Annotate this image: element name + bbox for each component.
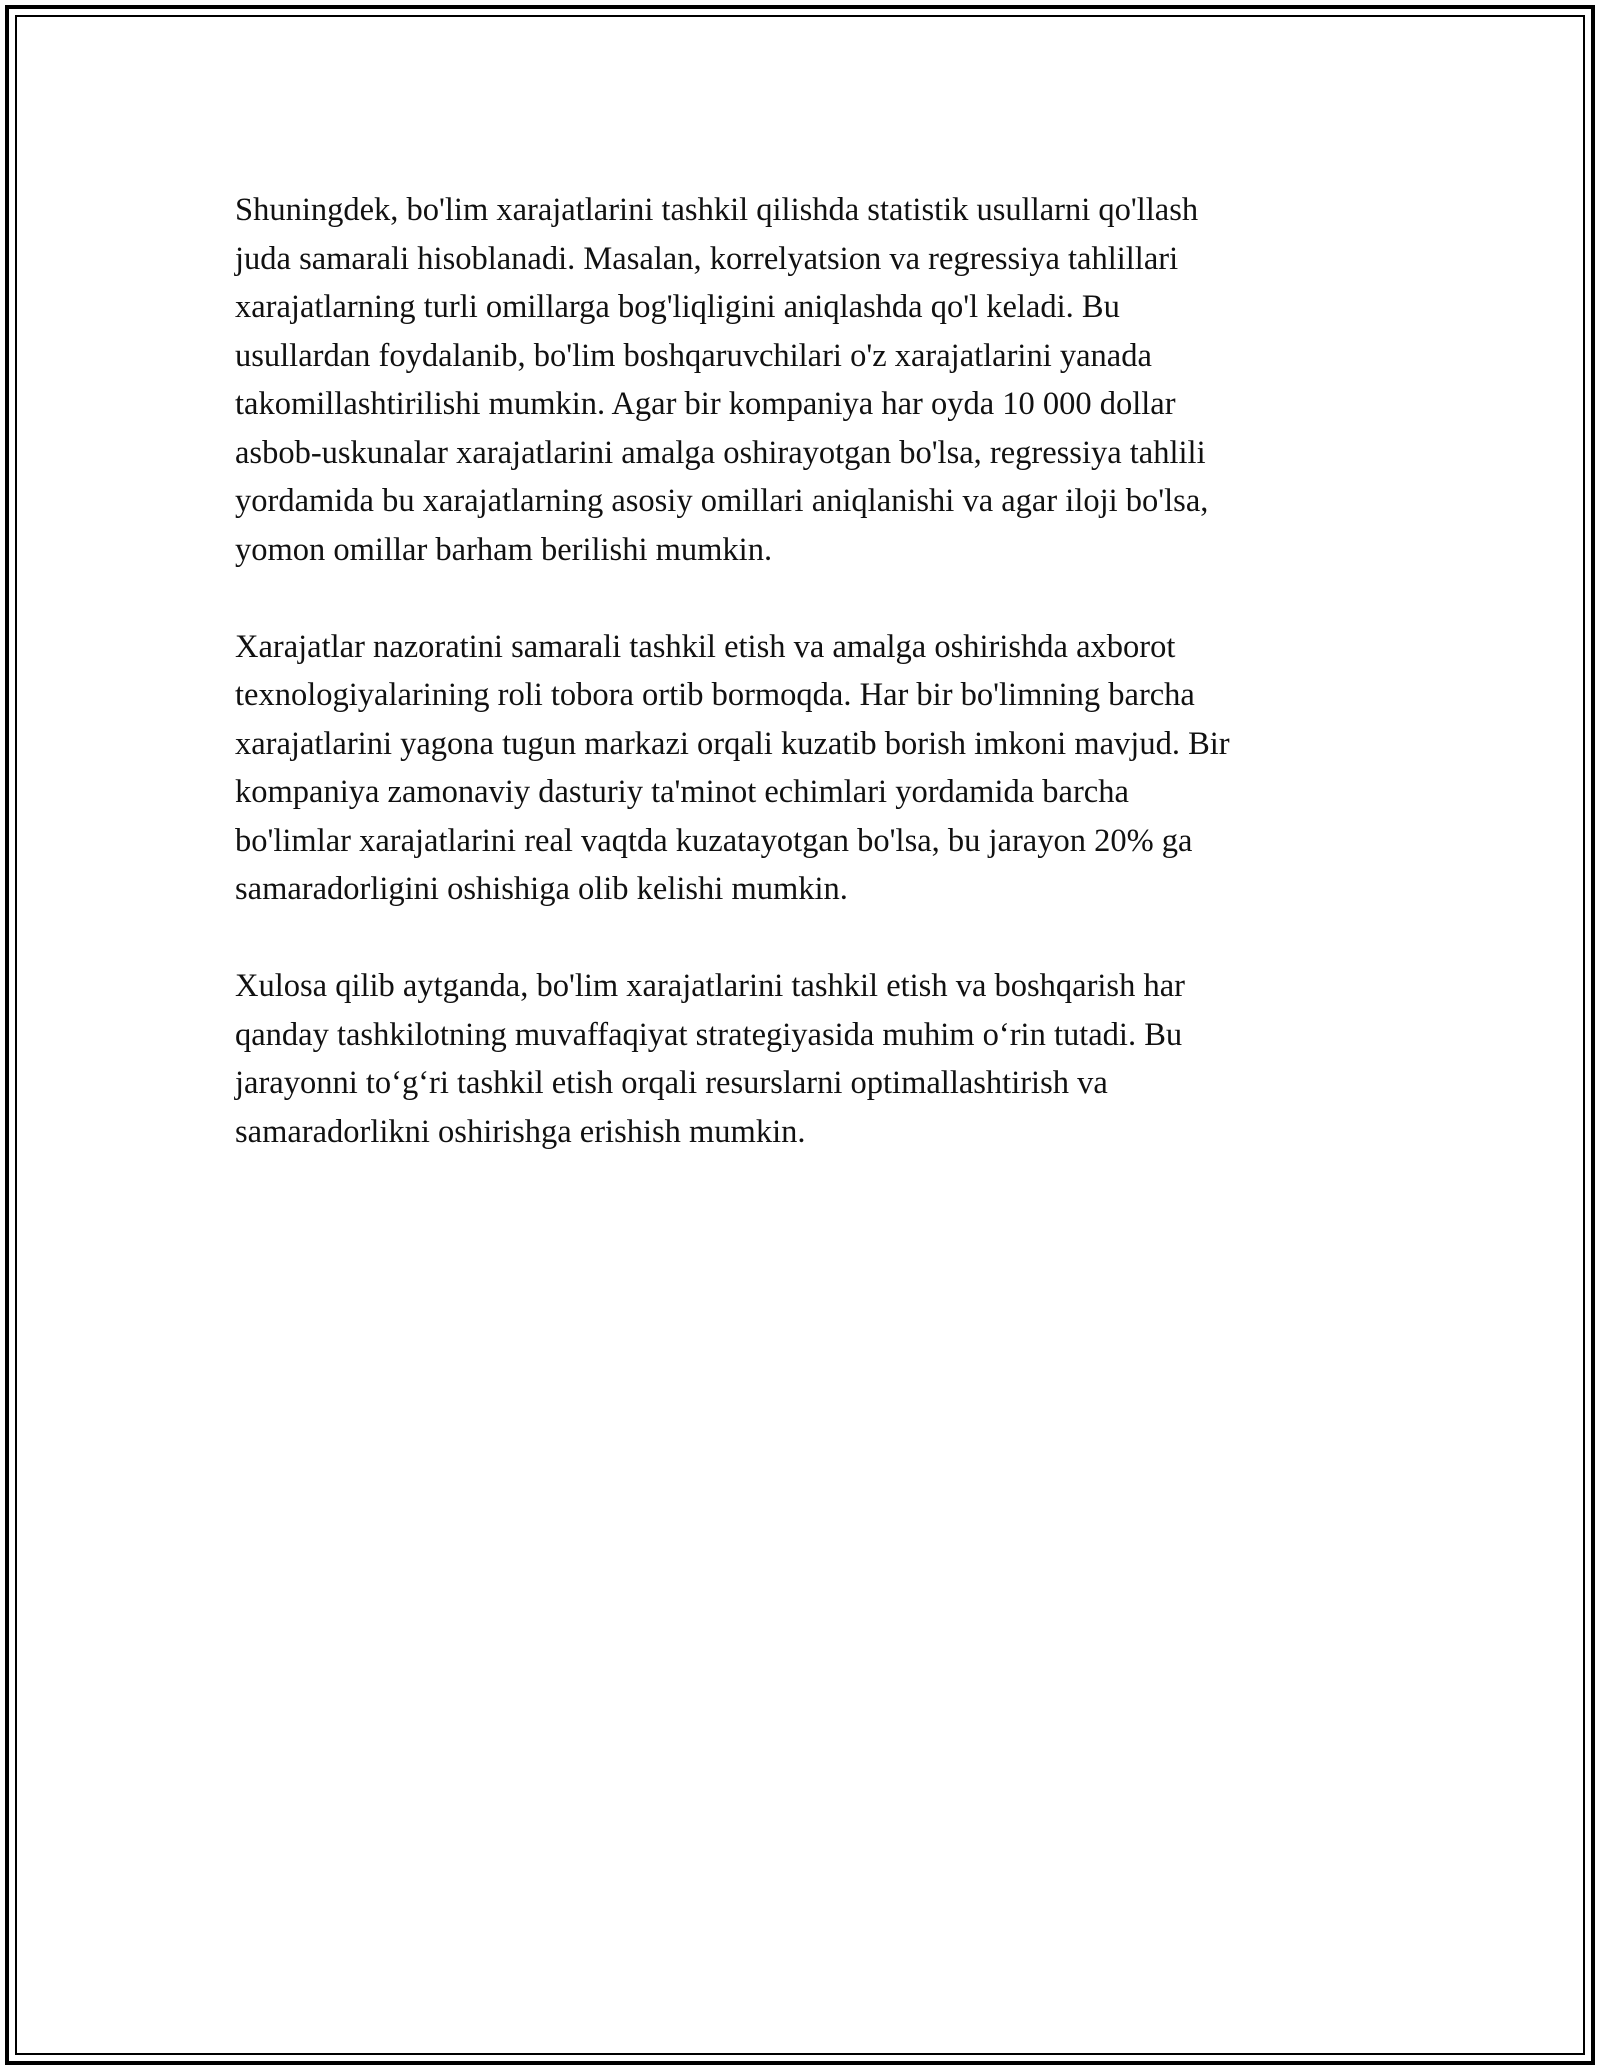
text-line: Shuningdek, bo'lim xarajatlarini tashkil qilishda statistik usullarni qo'llash — [235, 192, 1199, 228]
text-line: jarayonni to‘g‘ri tashkil etish orqali resurslarni optimallashtirish va — [235, 1065, 1108, 1101]
text-line: yordamida bu xarajatlarning asosiy omillari aniqlanishi va agar iloji bo'lsa, — [235, 483, 1209, 519]
text-line: samaradorlikni oshirishga erishish mumkin. — [235, 1113, 806, 1150]
paragraph-information-technology — [235, 623, 1385, 914]
text-line: usullardan foydalanib, bo'lim boshqaruvchilari o'z xarajatlarini yanada — [235, 337, 1152, 374]
paragraph-conclusion — [235, 962, 1385, 1156]
text-line: xarajatlarning turli omillarga bog'liqligini aniqlashda qo'l keladi. Bu — [235, 289, 1120, 325]
text-line: takomillashtirilishi mumkin. Agar bir kompaniya har oyda 10 000 dollar — [235, 386, 1176, 422]
text-line: kompaniya zamonaviy dasturiy ta'minot echimlari yordamida barcha — [235, 774, 1129, 810]
text-line: juda samarali hisoblanadi. Masalan, korrelyatsion va regressiya tahlillari — [235, 240, 1179, 277]
text-line: xarajatlarini yagona tugun markazi orqali kuzatib borish imkoni mavjud. Bir — [235, 725, 1230, 762]
text-line: samaradorligini oshishiga olib kelishi mumkin. — [235, 871, 848, 907]
paragraph-statistical-methods — [235, 186, 1385, 574]
text-line: bo'limlar xarajatlarini real vaqtda kuzatayotgan bo'lsa, bu jarayon 20% ga — [235, 822, 1193, 859]
text-line: Xarajatlar nazoratini samarali tashkil etish va amalga oshirishda axborot — [235, 628, 1176, 665]
text-line: texnologiyalarining roli tobora ortib bormoqda. Har bir bo'limning barcha — [235, 677, 1195, 713]
text-line: Xulosa qilib aytganda, bo'lim xarajatlarini tashkil etish va boshqarish har — [235, 968, 1185, 1004]
text-line: yomon omillar barham berilishi mumkin. — [235, 531, 773, 568]
text-line: asbob-uskunalar xarajatlarini amalga oshirayotgan bo'lsa, regressiya tahlili — [235, 434, 1206, 471]
text-line: qanday tashkilotning muvaffaqiyat strategiyasida muhim o‘rin tutadi. Bu — [235, 1016, 1183, 1053]
document-body — [235, 186, 1385, 1205]
